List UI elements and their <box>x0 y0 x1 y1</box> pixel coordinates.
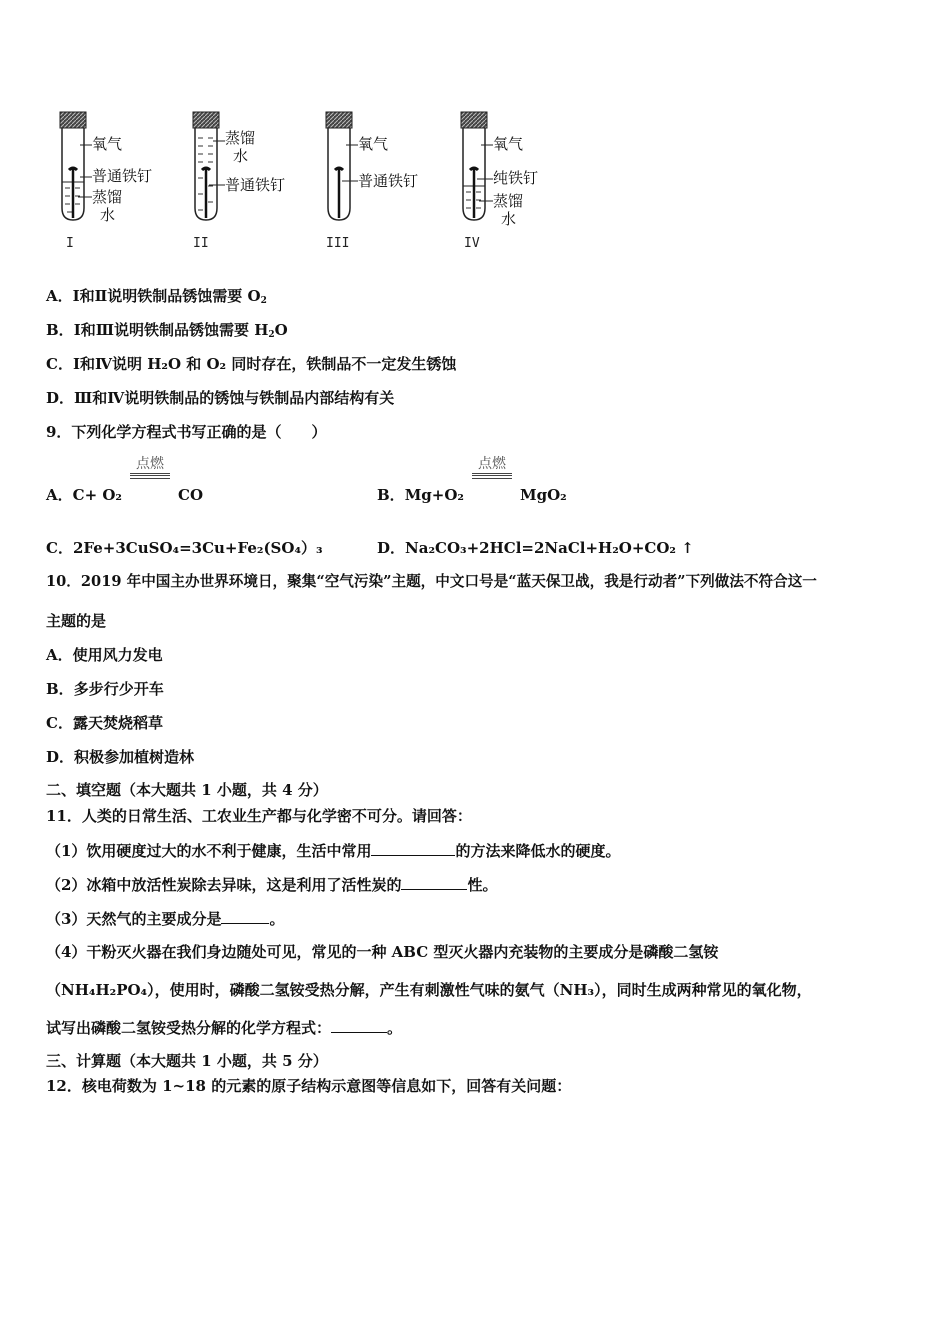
subscript: 2 <box>268 330 275 340</box>
option-text: 积极参加植树造林 <box>74 748 195 766</box>
q11-part3 <box>46 908 284 929</box>
part-text-tail: 。 <box>387 1019 403 1037</box>
tube1-label-water2: 水 <box>100 206 116 224</box>
tube1-label-oxygen: 氧气 <box>92 135 123 153</box>
q10-option-c <box>46 713 163 733</box>
option-text: 露天焚烧稻草 <box>72 714 163 732</box>
q8-option-c <box>46 354 456 374</box>
option-letter: C． <box>46 355 73 373</box>
answer-blank-1[interactable] <box>371 840 455 856</box>
q9-stem: 9．下列化学方程式书写正确的是（ ） <box>46 423 327 441</box>
tube1-numeral: I <box>66 236 74 251</box>
answer-blank-3[interactable] <box>221 908 269 924</box>
q11-part4-line3 <box>46 1017 402 1038</box>
q11-stem: 11．人类的日常生活、工农业生产都与化学密不可分。请回答： <box>46 807 472 825</box>
tube1-label-nail: 普通铁钉 <box>92 167 153 185</box>
condition-text: 点燃 <box>136 456 165 472</box>
option-letter: D． <box>377 539 406 557</box>
tube4-numeral: IV <box>464 236 480 251</box>
q11-part4-line1: （4）干粉灭火器在我们身边随处可见，常见的一种 ABC 型灭火器内充装物的主要成分是磷酸二氢铵 <box>46 943 719 961</box>
tube4-label-water2: 水 <box>501 210 517 228</box>
tube3-numeral: III <box>326 236 350 251</box>
tube1-label-water: 蒸馏 <box>92 188 123 206</box>
option-letter: B． <box>46 680 74 698</box>
q9-option-a <box>46 456 204 505</box>
answer-blank-2[interactable] <box>401 874 467 890</box>
option-text-tail: O <box>274 321 288 339</box>
q12-stem: 12．核电荷数为 1~18 的元素的原子结构示意图等信息如下，回答有关问题： <box>46 1077 572 1095</box>
q10-option-b <box>46 679 164 699</box>
q11-part2 <box>46 874 497 895</box>
option-text: Ⅰ和Ⅲ说明铁制品锈蚀需要 H <box>73 321 269 339</box>
q8-option-a <box>46 286 267 306</box>
q9-option-b <box>377 456 567 505</box>
q8-option-b <box>46 320 288 340</box>
option-text: Na₂CO₃+2HCl=2NaCl+H₂O+CO₂ ↑ <box>405 539 694 557</box>
reaction-condition <box>472 456 512 500</box>
tube3-label-nail: 普通铁钉 <box>358 172 419 190</box>
option-letter: B． <box>377 486 405 504</box>
tube2-numeral: II <box>193 236 209 251</box>
part-text: 试写出磷酸二氢铵受热分解的化学方程式： <box>46 1019 332 1037</box>
part-text: （2）冰箱中放活性炭除去异味，这是利用了活性炭的 <box>46 876 402 894</box>
tube2-label-water2: 水 <box>233 147 249 165</box>
q11-part1 <box>46 840 620 861</box>
tube2-label-water: 蒸馏 <box>225 129 256 147</box>
equals-sign-icon <box>472 473 512 479</box>
condition-text: 点燃 <box>477 456 506 472</box>
q10-stem-line1: 10．2019 年中国主办世界环境日，聚集“空气污染”主题，中文口号是“蓝天保卫战，我是行动者”下列做法不符合这一 <box>46 573 817 590</box>
option-text: 多步行少开车 <box>73 680 164 698</box>
q8-option-d <box>46 388 394 408</box>
part-text: （3）天然气的主要成分是 <box>46 910 222 928</box>
tube2-label-nail: 普通铁钉 <box>225 176 286 194</box>
option-letter: D． <box>46 389 75 407</box>
option-letter: A． <box>46 287 73 305</box>
part-text-tail: 性。 <box>467 876 498 894</box>
section2-heading: 二、填空题（本大题共 1 小题，共 4 分） <box>46 781 328 799</box>
test-tube-figure <box>50 108 570 258</box>
tube4-label-oxygen: 氧气 <box>493 135 524 153</box>
q10-stem-line2: 主题的是 <box>46 612 107 630</box>
tube4-label-nail: 纯铁钉 <box>493 169 539 187</box>
option-letter: D． <box>46 748 75 766</box>
option-letter: A． <box>46 646 73 664</box>
q9-option-d <box>377 538 694 558</box>
option-text: 使用风力发电 <box>72 646 163 664</box>
option-letter: C． <box>46 539 73 557</box>
option-text: Ⅲ和Ⅳ说明铁制品的锈蚀与铁制品内部结构有关 <box>74 389 395 407</box>
q10-option-a <box>46 645 163 665</box>
option-text: Ⅰ和Ⅳ说明 H₂O 和 O₂ 同时存在，铁制品不一定发生锈蚀 <box>72 355 457 373</box>
q10-option-d <box>46 747 194 767</box>
reaction-condition <box>130 456 170 500</box>
equation-right: MgO₂ <box>519 486 567 504</box>
option-text: 2Fe+3CuSO₄=3Cu+Fe₂(SO₄）₃ <box>72 539 323 557</box>
part-text-tail: 的方法来降低水的硬度。 <box>455 842 621 860</box>
option-letter: A． <box>46 486 73 504</box>
tube3-label-oxygen: 氧气 <box>358 135 389 153</box>
answer-blank-4[interactable] <box>331 1017 387 1033</box>
equation-left: C+ O₂ <box>72 486 123 504</box>
q11-part4-line2: （NH₄H₂PO₄），使用时，磷酸二氢铵受热分解，产生有刺激性气味的氨气（NH₃），同时生成两种常见的氧化物， <box>46 981 812 999</box>
tube4-label-water: 蒸馏 <box>493 192 524 210</box>
part-text-tail: 。 <box>269 910 285 928</box>
subscript: 2 <box>260 296 267 306</box>
equals-sign-icon <box>130 473 170 479</box>
option-letter: C． <box>46 714 73 732</box>
option-text: Ⅰ和Ⅱ说明铁制品锈蚀需要 O <box>72 287 261 305</box>
equation-left: Mg+O₂ <box>404 486 464 504</box>
option-letter: B． <box>46 321 74 339</box>
section3-heading: 三、计算题（本大题共 1 小题，共 5 分） <box>46 1052 328 1070</box>
q9-option-c <box>46 538 323 558</box>
equation-right: CO <box>178 486 204 504</box>
part-text: （1）饮用硬度过大的水不利于健康，生活中常用 <box>46 842 372 860</box>
